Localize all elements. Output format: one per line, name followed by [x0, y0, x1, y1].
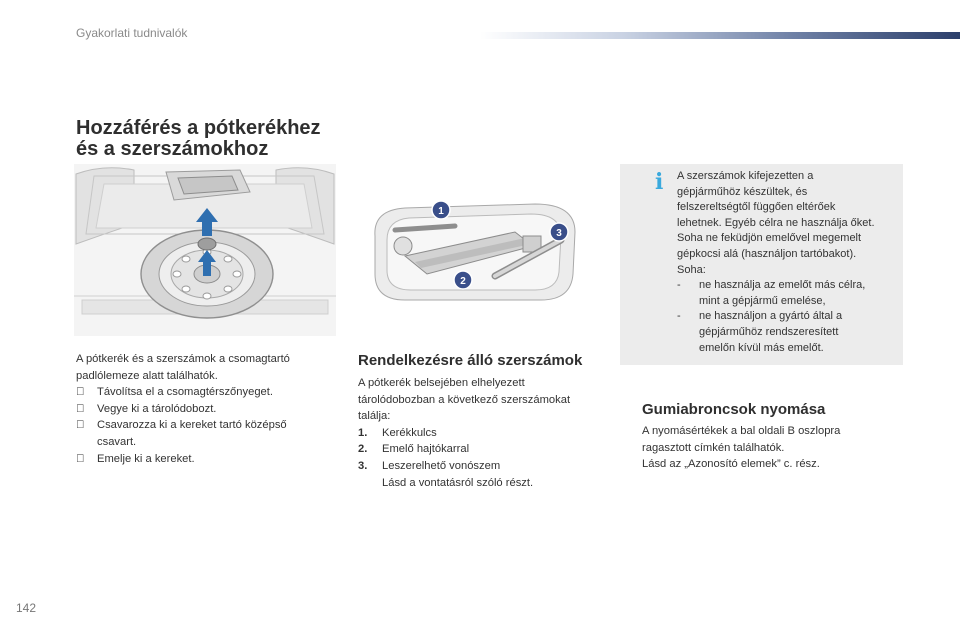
list-item: 2. Emelő hajtókarral — [358, 443, 470, 456]
info-text: A szerszámok kifejezetten a gépjárműhöz készültek, és felszereltségtől függően eltérőek lehetnek. Egyéb célra ne használja őket. Soha ne feküdjön emelővel megemelt gépkocsi alá (használjon tartóbakot). Soha: - ne használja az emelőt más célra, mint a gépjármű emelése, - ne használjon a gyártó által a gépjárműhöz rendszeresített emelőn kívül más emelőt. — [677, 169, 899, 356]
pressure-heading: Gumiabroncsok nyomása — [642, 401, 826, 418]
bullet-icon — [76, 384, 97, 401]
bullet-icon — [76, 401, 97, 418]
list-item: 1. Kerékkulcs — [358, 426, 437, 439]
list-item: - ne használjon a gyártó által a gépjárműhöz rendszeresített emelőn kívül más emelőt. — [677, 310, 843, 354]
toolbox-illustration — [365, 196, 585, 304]
callout-3: 3 — [556, 228, 562, 239]
page-title-line-2: és a szerszámokhoz — [76, 138, 269, 160]
header-gradient-bar — [480, 32, 960, 39]
pressure-block: A nyomásértékek a bal oldali B oszlopra ragasztott címkén találhatók. Lásd az „Azonosító elemek” c. rész. — [642, 425, 841, 471]
intro-block — [76, 351, 290, 467]
running-header: Gyakorlati tudnivalók — [76, 26, 188, 40]
callout-1: 1 — [438, 206, 444, 217]
bullet-icon — [76, 451, 97, 468]
info-icon: i — [655, 169, 664, 195]
intro-line: A pótkerék és a szerszámok a csomagtartó — [76, 353, 290, 365]
tools-block: A pótkerék belsejében elhelyezett tárolódobozban a következő szerszámokat találja: 1. Kerékkulcs 2. Emelő hajtókarral 3. Leszerelhető vonószem Lásd a vontatásról szóló részt. — [358, 375, 570, 491]
page-number: 142 — [16, 601, 37, 615]
spare-wheel-illustration — [74, 164, 336, 336]
bullet-icon — [76, 417, 97, 450]
page-title — [76, 118, 321, 160]
list-item: Vegye ki a tárolódobozt. — [76, 401, 290, 418]
list-item: Csavarozza ki a kereket tartó középső csavart. — [76, 417, 290, 450]
page-title-line-1: Hozzáférés a pótkerékhez — [76, 117, 321, 139]
list-item: Emelje ki a kereket. — [76, 451, 290, 468]
callout-2: 2 — [460, 276, 466, 287]
intro-line: padlólemeze alatt találhatók. — [76, 369, 218, 382]
tools-heading: Rendelkezésre álló szerszámok — [358, 352, 583, 369]
list-item: 3. Leszerelhető vonószem Lásd a vontatásról szóló részt. — [358, 459, 534, 489]
list-item: Távolítsa el a csomagtérszőnyeget. — [76, 384, 290, 401]
list-item: - ne használja az emelőt más célra, mint a gépjármű emelése, — [677, 279, 866, 307]
